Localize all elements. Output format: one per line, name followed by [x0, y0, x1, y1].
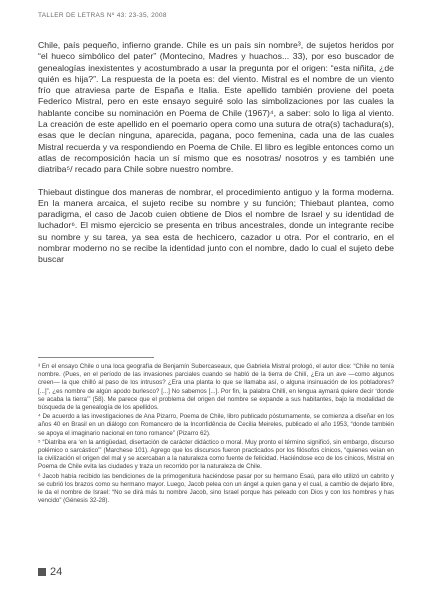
footnote-divider [38, 357, 154, 358]
page-footer [38, 566, 62, 578]
page-number: 24 [50, 566, 63, 578]
body-text [38, 40, 394, 266]
running-head: TALLER DE LETRAS Nº 43: 23-35, 2008 [38, 12, 167, 19]
footnote-5: ⁵ “Diatriba era ‘en la antigüedad, disertación de carácter didáctico o moral. Muy pronto el término significó, sin embargo, discurso polémico o sarcástico’” (Marchese 101). Agrego que los discursos fueron practicados por los filósofos cínicos, “quienes veían en la civilización el origen del mal y se acercaban a la naturaleza como fuente de felicidad. Haciéndose eco de los cínicos, Mistral en Poema de Chile evita las ciudades y traza un recorrido por la naturaleza de Chile. [38, 438, 394, 471]
footnote-4: ⁴ De acuerdo a las investigaciones de Ana Pizarro, Poema de Chile, libro publicado póstumamente, se comienza a diseñar en los años 40 en Brasil en un diálogo con Romancero de la Inconfidência de Cecilia Meireles, publicado el año 1953, “donde también se apoya el imaginario nacional en tono romance” (Pizarro 62). [38, 413, 394, 437]
square-marker-icon [38, 568, 46, 576]
footnote-3: ³ En el ensayo Chile o una loca geografía de Benjamín Subercaseaux, que Gabriela Mistral prologó, el autor dice: “Chile no tenía nombre. (Pues, en el período de las invasiones parciales cuando se habló de la tierra de Chilí, ¿Era un ave —como algunos creen— la que chilló al paso de los intrusos? ¿Era una planta lo que se llamaba así, o alguna insinuación de los pobladores? [...]”, ¿es nombre de algún apodo burlesco? [...] No sabemos [...]. Por fin, la palabra Chilli, en lengua aymará quiere decir ‘donde se acaba la tierra’” (58). Me parece que el problema del origen del nombre se expande a sus habitantes, bajo la modalidad de búsqueda de la genealogía de los apellidos. [38, 363, 394, 412]
body-paragraph-2: Thiebaut distingue dos maneras de nombrar, el procedimiento antiguo y la forma moderna. En la manera arcaica, el sujeto recibe su nombre y su función; Thiebaut plantea, como paradigma, el caso de Jacob cuien obtiene de Dios el nombre de Israel y su identidad de luchador⁶. El mismo ejercicio se presenta en tribus ancestrales, donde un integrante recibe su nombre y su tarea, ya sea esta de hechicero, cazador u otra. Por el contrario, en el nombrar moderno no se recibe la identidad junto con el nombre, dado lo cual el sujeto debe buscar [38, 186, 394, 265]
footnotes [38, 363, 394, 506]
footnote-6: ⁶ Jacob había recibido las bendiciones de la primogenitura haciéndose pasar por su hermano Esaú, para ello utilizó un cabrito y se cubrió los brazos como su hermano mayor. Luego, Jacob pelea con un ángel a quien gana y el cual, a cambio de dejarlo libre, le da el nombre de Israel: “No se dirá más tu nombre Jacob, sino Israel porque has peleado con Dios y con los hombres y has vencido” (Génesis 32-28). [38, 472, 394, 505]
body-paragraph-1: Chile, país pequeño, infierno grande. Chile es un país sin nombre³, de sujetos heridos por “el hueco simbólico del pater” (Montecino, Madres y huachos... 33), por eso buscador de genealogías inexistentes y acostumbrado a usar la pregunta por el origen: “esta niñita, ¿de quién es hija?”. La respuesta de la poeta es: del viento. Mistral es el nombre de un viento frío que atraviesa parte de España e Italia. Este apellido también proviene del poeta Federico Mistral, pero en este ensayo seguiré solo las simbolizaciones por las cuales la hablante concibe su nominación en Poema de Chile (1967)⁴, a saber: solo lo liga al viento. La creación de este apellido en el poemario opera como una sutura de otra(s) tachadura(s), esas que le decían ninguna, aparecida, pagana, poco femenina, cada una de las cuales Mistral recuerda y va respondiendo en Poema de Chile. El libro es legible entonces como un atlas de recomposición hacia un sí mismo que es nosotras/ nosotros y es también une diatriba⁵/ recado para Chile sobre nuestro nombre. [38, 40, 394, 175]
